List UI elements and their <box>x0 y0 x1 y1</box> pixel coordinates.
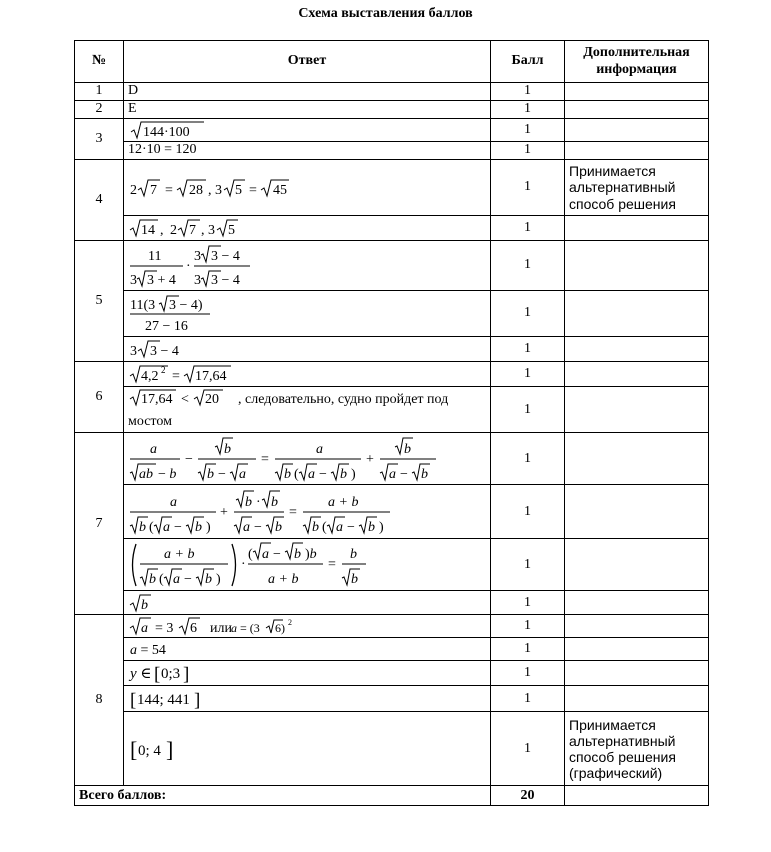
svg-text:b: b <box>205 571 212 587</box>
svg-text:b: b <box>421 466 428 482</box>
points-cell: 1 <box>491 119 565 142</box>
formula <box>128 488 428 536</box>
table-row <box>75 433 709 485</box>
svg-text:7: 7 <box>189 223 196 238</box>
svg-text:0;3: 0;3 <box>161 666 181 683</box>
points-cell: 1 <box>491 539 565 591</box>
svg-text:2: 2 <box>130 182 137 198</box>
svg-text:b: b <box>350 546 357 562</box>
answer-cell <box>124 160 491 216</box>
answer-cell <box>124 485 491 539</box>
svg-text:a: a <box>308 466 315 482</box>
svg-text:2: 2 <box>161 365 166 375</box>
svg-text:−: − <box>319 466 327 482</box>
svg-text:3: 3 <box>130 344 137 359</box>
answer-cell <box>124 661 491 686</box>
answer-cell <box>124 291 491 337</box>
svg-text:11: 11 <box>148 248 162 264</box>
svg-text:17,64: 17,64 <box>195 369 227 384</box>
svg-text:3: 3 <box>194 248 201 264</box>
svg-text:−: − <box>174 519 182 535</box>
points-cell: 1 <box>491 83 565 101</box>
svg-text:b: b <box>340 466 347 482</box>
info-cell <box>565 142 709 160</box>
answer-cell <box>124 686 491 712</box>
header-row <box>75 41 709 83</box>
info-cell <box>565 591 709 615</box>
svg-text:11(3: 11(3 <box>130 297 156 313</box>
points-cell: 1 <box>491 638 565 661</box>
task-number: 5 <box>75 241 124 362</box>
svg-text:a: a <box>150 441 157 457</box>
svg-text:=: = <box>249 182 257 198</box>
svg-text:a: a <box>316 441 323 457</box>
info-cell <box>565 241 709 291</box>
svg-text:a: a <box>173 571 180 587</box>
formula <box>128 615 328 637</box>
svg-text:3 − 4: 3 − 4 <box>211 272 240 288</box>
formula <box>128 688 228 710</box>
total-label: Всего баллов: <box>75 786 491 806</box>
svg-text:a: a <box>170 494 177 510</box>
svg-text:·: · <box>256 494 261 510</box>
answer-cell <box>124 638 491 661</box>
svg-text:3: 3 <box>130 272 137 288</box>
points-cell: 1 <box>491 712 565 786</box>
table-row <box>75 101 709 119</box>
or-word: или <box>210 621 232 637</box>
info-cell <box>565 119 709 142</box>
svg-text:+: + <box>366 451 374 467</box>
formula <box>128 592 188 614</box>
svg-text:<: < <box>181 392 189 407</box>
svg-text:b: b <box>404 441 411 457</box>
table-row <box>75 539 709 591</box>
svg-text:b: b <box>275 519 282 535</box>
svg-text:·: · <box>186 258 191 274</box>
scoring-table <box>74 40 709 806</box>
answer-cell <box>124 433 491 485</box>
svg-text:2: 2 <box>288 618 292 628</box>
info-cell: Принимается альтернативный способ решения <box>565 160 709 216</box>
formula <box>128 338 228 360</box>
svg-text:a: a <box>239 466 246 482</box>
svg-text:a + b: a + b <box>164 546 195 562</box>
table-row <box>75 712 709 786</box>
svg-text:b: b <box>149 571 156 587</box>
task-number: 3 <box>75 119 124 160</box>
info-cell <box>565 615 709 638</box>
svg-text:b: b <box>294 546 301 562</box>
total-value: 20 <box>491 786 565 806</box>
svg-text:b: b <box>245 494 252 510</box>
svg-text:a + b: a + b <box>268 571 299 587</box>
answer-cell <box>124 337 491 362</box>
svg-text:a: a <box>163 519 170 535</box>
answer-cell: D <box>124 83 491 101</box>
header-info: Дополнительная информация <box>565 41 709 83</box>
svg-text:−: − <box>347 519 355 535</box>
points-cell: 1 <box>491 160 565 216</box>
svg-text:0; 4: 0; 4 <box>138 742 161 759</box>
svg-text:(: ( <box>322 519 327 535</box>
answer-cell: 12·10 = 120 <box>124 142 491 160</box>
table-row <box>75 638 709 661</box>
table-row <box>75 83 709 101</box>
info-cell <box>565 216 709 241</box>
svg-text:(: ( <box>248 546 253 562</box>
answer-cell <box>124 216 491 241</box>
svg-text:6: 6 <box>190 621 197 637</box>
svg-text:a = 54: a = 54 <box>130 643 166 659</box>
total-row <box>75 786 709 806</box>
svg-text:a = (3: a = (3 <box>231 621 260 636</box>
svg-text:[: [ <box>154 664 161 685</box>
svg-text:(: ( <box>159 571 164 587</box>
svg-text:y ∈: y ∈ <box>130 666 152 683</box>
info-cell <box>565 485 709 539</box>
svg-text:6): 6) <box>275 621 285 636</box>
formula <box>128 217 288 239</box>
svg-text:b: b <box>368 519 375 535</box>
table-row <box>75 337 709 362</box>
header-answer: Ответ <box>124 41 491 83</box>
svg-text:b: b <box>284 466 291 482</box>
svg-text:a: a <box>141 621 148 637</box>
formula <box>128 435 458 483</box>
task-number: 1 <box>75 83 124 101</box>
formula <box>128 736 188 762</box>
info-cell <box>565 83 709 101</box>
svg-text:a: a <box>389 466 396 482</box>
svg-text:20: 20 <box>205 392 219 407</box>
formula <box>128 639 208 659</box>
table-row <box>75 216 709 241</box>
formula <box>128 177 328 199</box>
svg-text:b: b <box>312 519 319 535</box>
answer-cell <box>124 241 491 291</box>
svg-text:b: b <box>139 519 146 535</box>
formula <box>128 540 388 590</box>
svg-text:3 + 4: 3 + 4 <box>147 272 176 288</box>
points-cell: 1 <box>491 362 565 387</box>
svg-text:a: a <box>336 519 343 535</box>
task-number: 7 <box>75 433 124 615</box>
svg-text:3 − 4: 3 − 4 <box>150 344 179 359</box>
svg-text:5: 5 <box>235 182 242 198</box>
info-cell <box>565 362 709 387</box>
svg-text:−: − <box>400 466 408 482</box>
points-cell: 1 <box>491 241 565 291</box>
table-row <box>75 485 709 539</box>
formula <box>128 662 208 684</box>
svg-text:a: a <box>262 546 269 562</box>
formula <box>128 293 278 335</box>
points-cell: 1 <box>491 433 565 485</box>
points-cell: 1 <box>491 661 565 686</box>
info-cell <box>565 337 709 362</box>
header-num: № <box>75 41 124 83</box>
svg-text:+: + <box>220 504 228 520</box>
answer-cell <box>124 615 491 638</box>
answer-cell: E <box>124 101 491 119</box>
task-number: 4 <box>75 160 124 241</box>
svg-text:a: a <box>243 519 250 535</box>
table-row <box>75 362 709 387</box>
svg-text:, 3: , 3 <box>208 182 222 198</box>
svg-text:144·100: 144·100 <box>143 125 190 140</box>
svg-text:3 − 4): 3 − 4) <box>169 297 203 313</box>
table-row <box>75 615 709 638</box>
table-row <box>75 591 709 615</box>
svg-text:): ) <box>351 466 356 482</box>
answer-cell <box>124 539 491 591</box>
info-cell <box>565 686 709 712</box>
svg-text:(: ( <box>294 466 299 482</box>
formula <box>128 363 278 385</box>
table-row <box>75 291 709 337</box>
points-cell: 1 <box>491 337 565 362</box>
svg-text:b: b <box>195 519 202 535</box>
points-cell: 1 <box>491 216 565 241</box>
svg-text:=: = <box>328 556 336 572</box>
svg-text:45: 45 <box>273 182 287 198</box>
svg-text:b: b <box>351 571 358 587</box>
svg-text:= 3: = 3 <box>155 621 174 637</box>
svg-text:]: ] <box>166 736 174 762</box>
info-cell <box>565 661 709 686</box>
svg-text:=: = <box>289 504 297 520</box>
points-cell: 1 <box>491 485 565 539</box>
table-row <box>75 241 709 291</box>
svg-text:,: , <box>160 223 164 238</box>
table-row <box>75 387 709 433</box>
svg-text:): ) <box>379 519 384 535</box>
svg-text:3 − 4: 3 − 4 <box>211 248 240 264</box>
svg-text:]: ] <box>194 689 201 710</box>
svg-text:17,64: 17,64 <box>141 392 173 407</box>
svg-text:2: 2 <box>170 223 177 238</box>
info-cell <box>565 638 709 661</box>
svg-text:[: [ <box>130 689 137 710</box>
svg-text:−: − <box>218 466 226 482</box>
points-cell: 1 <box>491 686 565 712</box>
info-cell <box>565 387 709 433</box>
points-cell: 1 <box>491 101 565 119</box>
info-cell <box>565 101 709 119</box>
points-cell: 1 <box>491 591 565 615</box>
table-row <box>75 686 709 712</box>
formula <box>128 119 248 141</box>
svg-text:=: = <box>261 451 269 467</box>
svg-text:b: b <box>224 441 231 457</box>
svg-text:): ) <box>216 571 221 587</box>
answer-cell <box>124 712 491 786</box>
answer-cell <box>124 362 491 387</box>
info-cell <box>565 539 709 591</box>
svg-text:, 3: , 3 <box>201 223 215 238</box>
answer-cell <box>124 119 491 142</box>
svg-text:4,2: 4,2 <box>141 369 159 384</box>
points-cell: 1 <box>491 291 565 337</box>
svg-text:a + b: a + b <box>328 494 359 510</box>
svg-text:·: · <box>241 556 246 572</box>
info-cell <box>565 786 709 806</box>
svg-text:=: = <box>172 369 180 384</box>
svg-text:3: 3 <box>194 272 201 288</box>
table-row <box>75 661 709 686</box>
points-cell: 1 <box>491 387 565 433</box>
info-cell: Принимается альтернативный способ решения (графический) <box>565 712 709 786</box>
svg-text:27 − 16: 27 − 16 <box>145 318 188 334</box>
svg-text:(: ( <box>149 519 154 535</box>
svg-text:−: − <box>184 571 192 587</box>
answer-text: , следовательно, судно пройдет под мостом <box>128 392 449 429</box>
info-cell <box>565 291 709 337</box>
points-cell: 1 <box>491 615 565 638</box>
svg-text:b: b <box>271 494 278 510</box>
formula <box>128 387 238 407</box>
svg-text:−: − <box>185 451 193 467</box>
points-cell: 1 <box>491 142 565 160</box>
svg-text:− b: − b <box>158 466 177 482</box>
answer-cell <box>124 591 491 615</box>
svg-text:): ) <box>206 519 211 535</box>
table-row <box>75 119 709 142</box>
formula <box>128 243 278 289</box>
svg-text:=: = <box>165 182 173 198</box>
table-row <box>75 160 709 216</box>
svg-text:b: b <box>141 597 148 613</box>
task-number: 6 <box>75 362 124 433</box>
svg-text:−: − <box>273 546 281 562</box>
svg-text:28: 28 <box>189 182 203 198</box>
svg-text:]: ] <box>183 664 190 685</box>
svg-text:5: 5 <box>228 223 235 238</box>
task-number: 8 <box>75 615 124 786</box>
page-title: Схема выставления баллов <box>298 6 473 21</box>
svg-text:−: − <box>254 519 262 535</box>
svg-text:ab: ab <box>139 466 153 482</box>
svg-text:14: 14 <box>141 223 155 238</box>
svg-text:7: 7 <box>150 182 157 198</box>
task-number: 2 <box>75 101 124 119</box>
svg-text:144; 441: 144; 441 <box>137 691 190 708</box>
info-cell <box>565 433 709 485</box>
table-row <box>75 142 709 160</box>
answer-cell <box>124 387 491 433</box>
svg-text:b: b <box>207 466 214 482</box>
svg-text:[: [ <box>130 736 138 762</box>
svg-text:)b: )b <box>305 546 317 562</box>
header-points: Балл <box>491 41 565 83</box>
